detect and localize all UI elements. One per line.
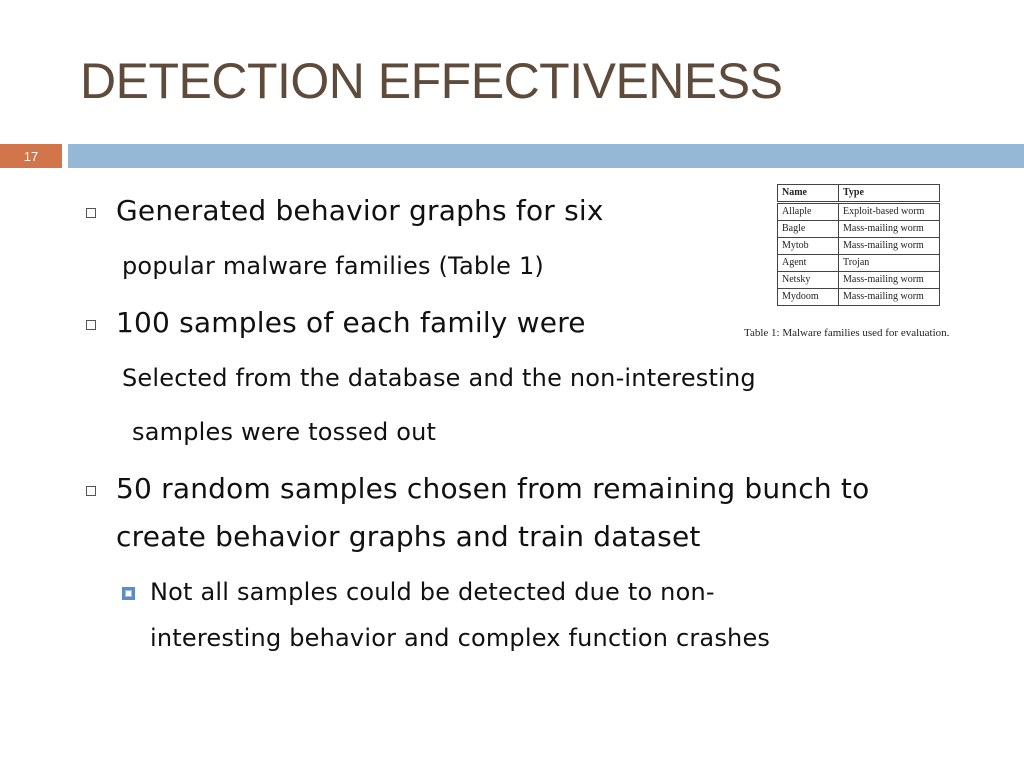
bullet-2-line-1: 100 samples of each family were	[116, 306, 586, 339]
table-row	[778, 238, 940, 255]
table-cell-type: Mass-mailing worm	[839, 289, 940, 306]
table-cell-type: Mass-mailing worm	[839, 238, 940, 255]
table-cell-name: Agent	[778, 255, 839, 272]
table-cell-type: Exploit-based worm	[839, 203, 940, 221]
slide-number: 17	[0, 144, 62, 168]
bullet-2-line-3: samples were tossed out	[132, 418, 437, 446]
sub-bullet-line-2: interesting behavior and complex function crashes	[150, 624, 771, 652]
bullet-1-line-2: popular malware families (Table 1)	[122, 252, 544, 280]
sub-bullet-square-icon	[122, 587, 135, 600]
table-cell-name: Mydoom	[778, 289, 839, 306]
table-row	[778, 255, 940, 272]
table-cell-name: Mytob	[778, 238, 839, 255]
bullet-3-line-2: create behavior graphs and train dataset	[116, 520, 701, 553]
table-header-type: Type	[839, 185, 940, 203]
table-row	[778, 272, 940, 289]
table-cell-name: Allaple	[778, 203, 839, 221]
malware-families-table	[777, 184, 940, 306]
table-cell-name: Bagle	[778, 221, 839, 238]
bullet-square-icon	[86, 320, 96, 330]
table-caption: Table 1: Malware families used for evaluation.	[744, 327, 950, 339]
table-row	[778, 289, 940, 306]
table-cell-type: Mass-mailing worm	[839, 272, 940, 289]
table-row	[778, 221, 940, 238]
bullet-1-line-1: Generated behavior graphs for six	[116, 194, 604, 227]
table-header-row	[778, 185, 940, 203]
title-divider-bar	[68, 144, 1024, 168]
table-cell-name: Netsky	[778, 272, 839, 289]
table-cell-type: Mass-mailing worm	[839, 221, 940, 238]
bullet-square-icon	[86, 486, 96, 496]
slide-title: DETECTION EFFECTIVENESS	[80, 53, 783, 109]
bullet-3-line-1: 50 random samples chosen from remaining bunch to	[116, 472, 870, 505]
table-header-name: Name	[778, 185, 839, 203]
table-cell-type: Trojan	[839, 255, 940, 272]
bullet-square-icon	[86, 208, 96, 218]
sub-bullet-line-1: Not all samples could be detected due to non-	[150, 578, 715, 606]
table-row	[778, 203, 940, 221]
bullet-2-line-2: Selected from the database and the non-interesting	[122, 364, 756, 392]
